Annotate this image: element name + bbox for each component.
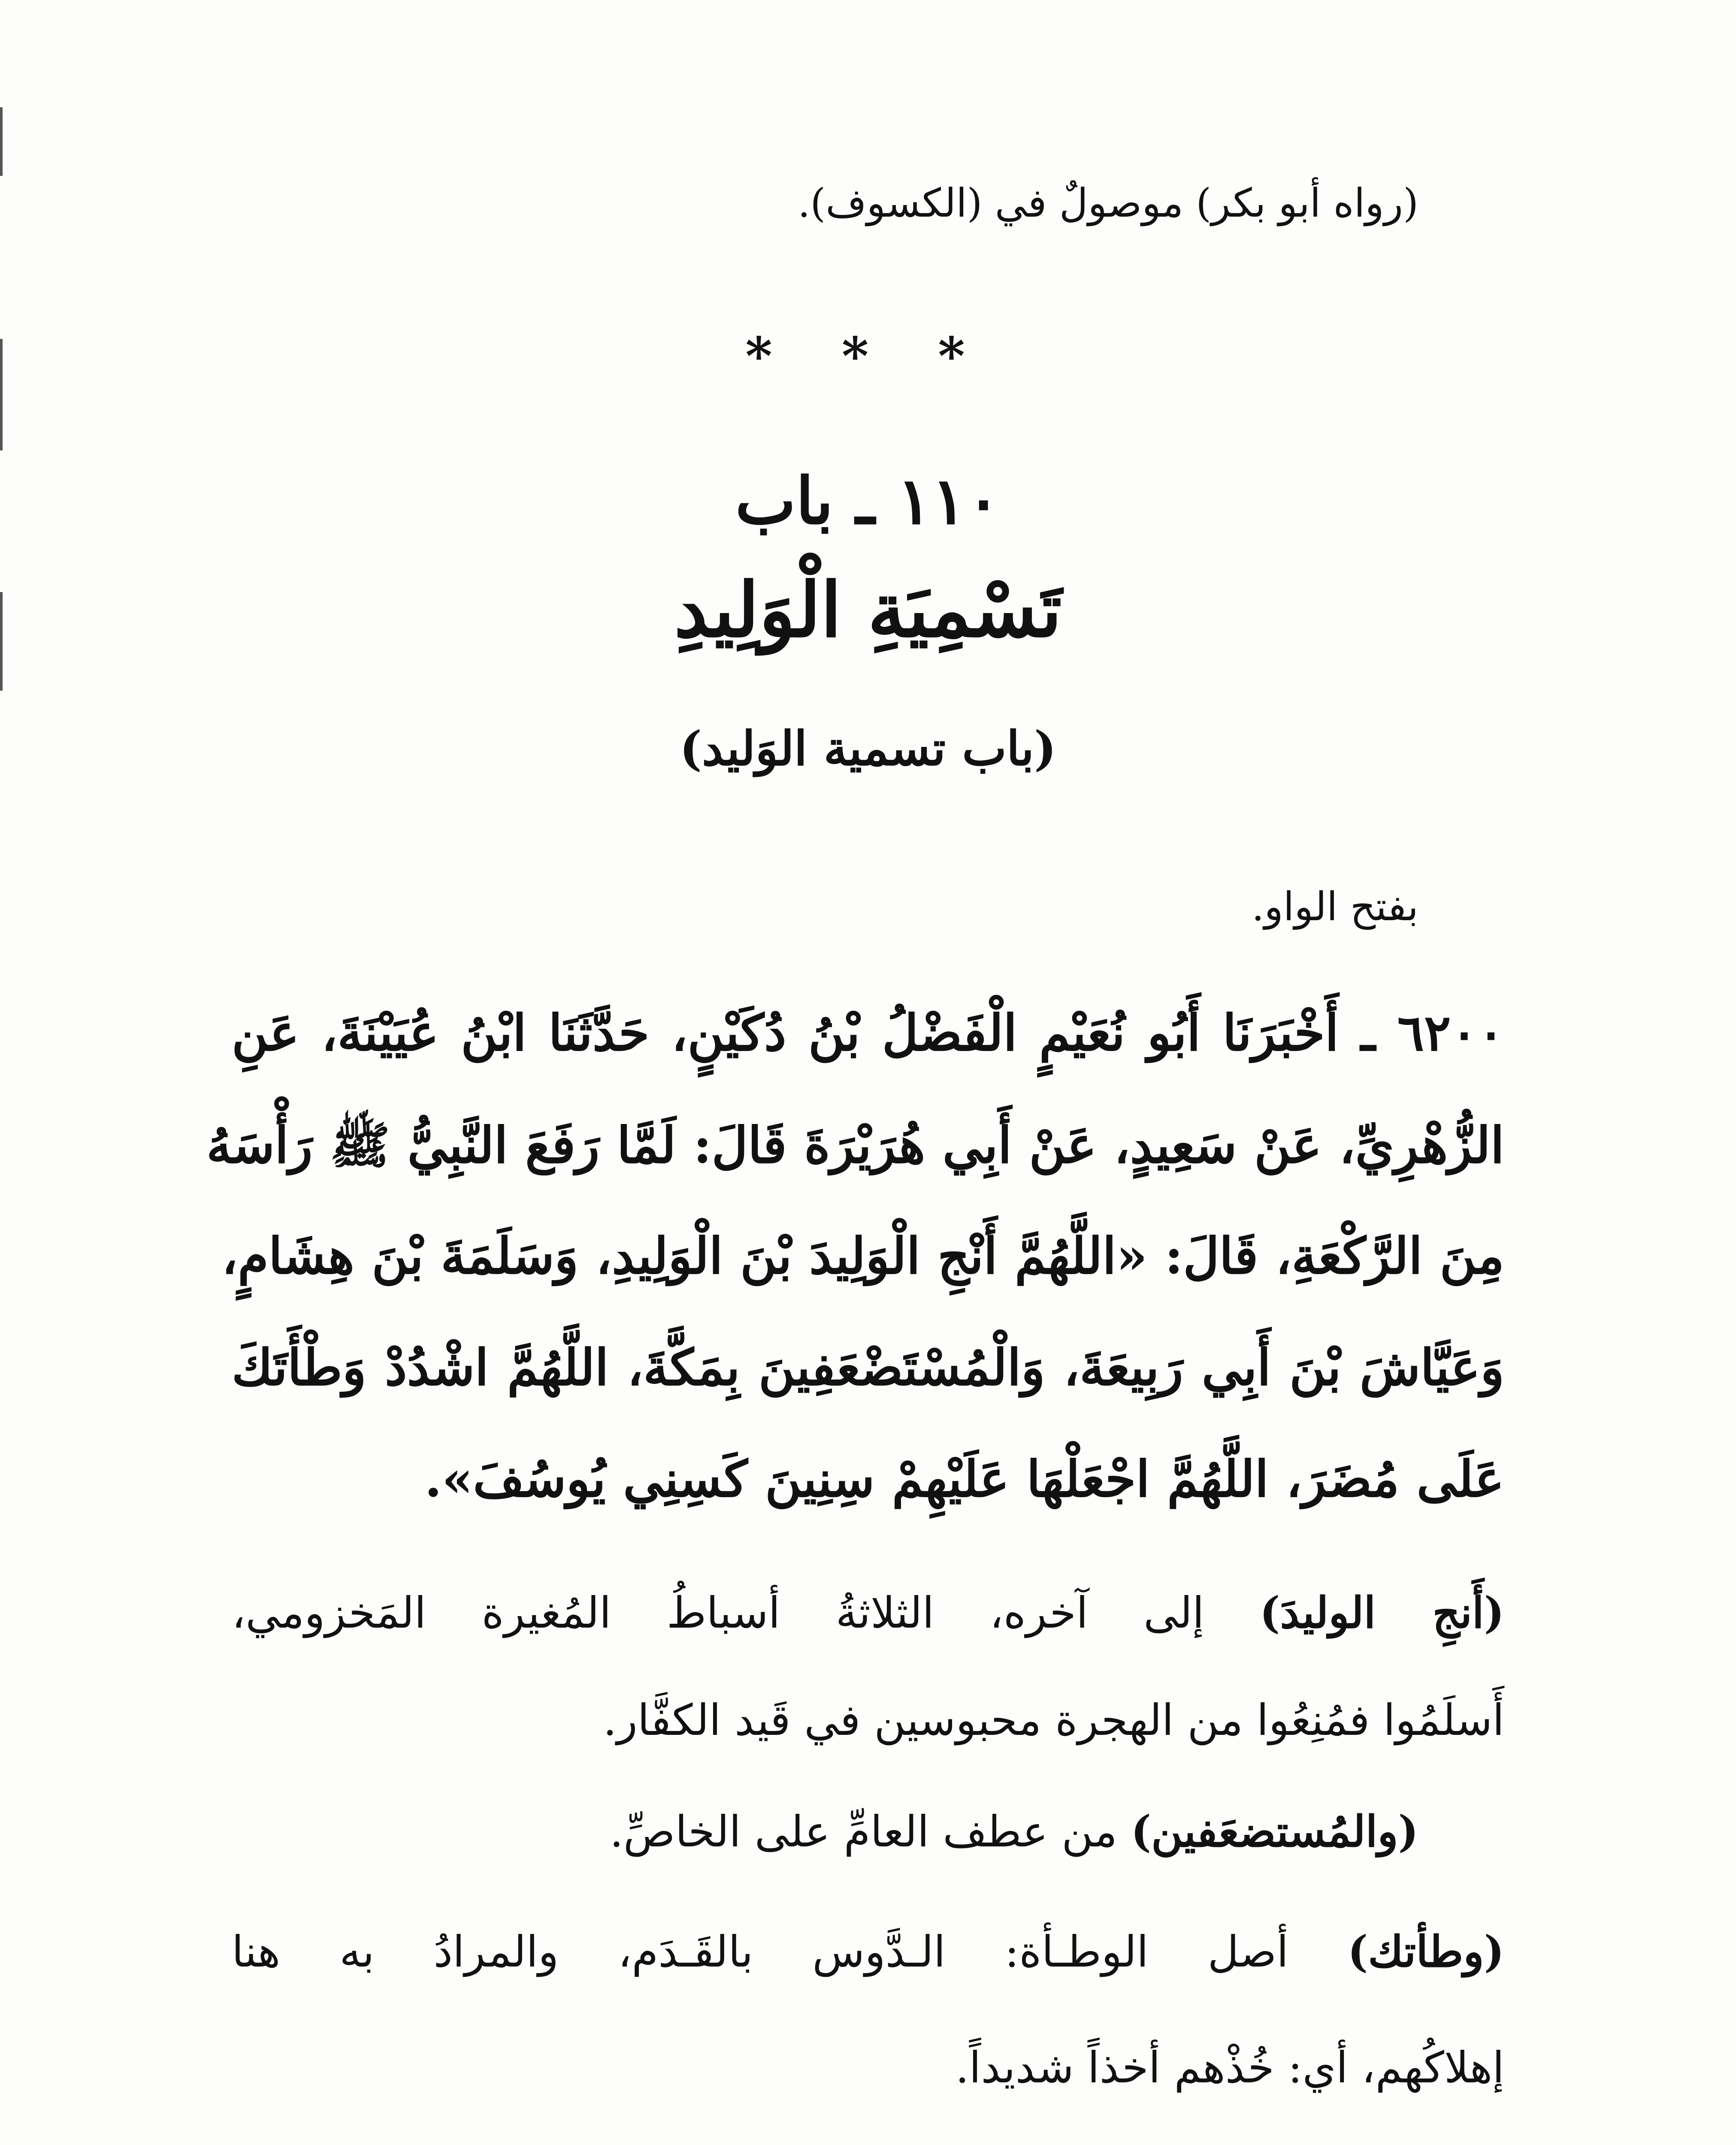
scan-edge-mark [0,339,3,450]
scan-edge-mark [0,592,3,691]
commentary-heading: (باب تسمية الوَليد) [679,721,1057,776]
vocalization-note: بفتح الواو. [1252,884,1418,930]
hadith-line: مِنَ الرَّكْعَةِ، قَالَ: «اللَّهُمَّ أَنْجِ الْوَلِيدَ بْنَ الْوَلِيدِ، وَسَلَمَةَ بْنَ هِشَامٍ، [221,1227,1504,1285]
commentary-term: (أَنجِ الوليدَ) [1259,1587,1505,1638]
chapter-title: تَسْمِيَةِ الْوَلِيدِ [674,566,1062,654]
chapter-number: ١١٠ ـ باب [735,463,1001,539]
hadith-line: وَعَيَّاشَ بْنَ أَبِي رَبِيعَةَ، وَالْمُسْتَضْعَفِينَ بِمَكَّةَ، اللَّهُمَّ اشْدُدْ وَطْأَتَكَ [232,1338,1504,1397]
commentary-line [232,2042,1504,2093]
hadith-line: الزُّهْرِيِّ، عَنْ سَعِيدٍ، عَنْ أَبِي هُرَيْرَةَ قَالَ: لَمَّا رَفَعَ النَّبِيُّ ﷺ رَأْسَهُ [206,1116,1504,1175]
source-reference-line: (رواه أبو بكر) موصولٌ في (الكسوف). [798,180,1418,226]
commentary-line [232,1587,1504,1638]
commentary-text: من عطف العامِّ على الخاصِّ. [609,1807,1131,1857]
scan-edge-mark [0,107,3,176]
hadith-line: عَلَى مُضَرَ، اللَّهُمَّ اجْعَلْهَا عَلَيْهِمْ سِنِينَ كَسِنِي يُوسُفَ». [424,1450,1504,1508]
commentary-text: أَسلَمُوا فمُنِعُوا من الهجرة محبوسين في قَيد الكفَّار. [603,1695,1504,1745]
commentary-term: (والمُستضعَفين) [1131,1806,1418,1857]
section-separator: * * * [745,326,991,387]
hadith-line: ٦٢٠٠ ـ أَخْبَرَنَا أَبُو نُعَيْمٍ الْفَضْلُ بْنُ دُكَيْنٍ، حَدَّثَنَا ابْنُ عُيَيْنَةَ، عَنِ [232,1004,1504,1062]
commentary-text: أصل الوطـأة: الـدَّوس بالقَـدَم، والمرادُ به هنا [232,1927,1348,1977]
commentary-text: إهلاكُهم، أي: خُذْهم أخذاً شديداً. [955,2042,1504,2093]
commentary-term: (وطأتك) [1347,1926,1504,1977]
commentary-text: إلى آخره، الثلاثةُ أسباطُ المُغيرة المَخزومي، [232,1588,1260,1638]
commentary-line [232,1806,1418,1857]
commentary-line [232,1695,1504,1745]
commentary-line [232,1926,1504,1977]
